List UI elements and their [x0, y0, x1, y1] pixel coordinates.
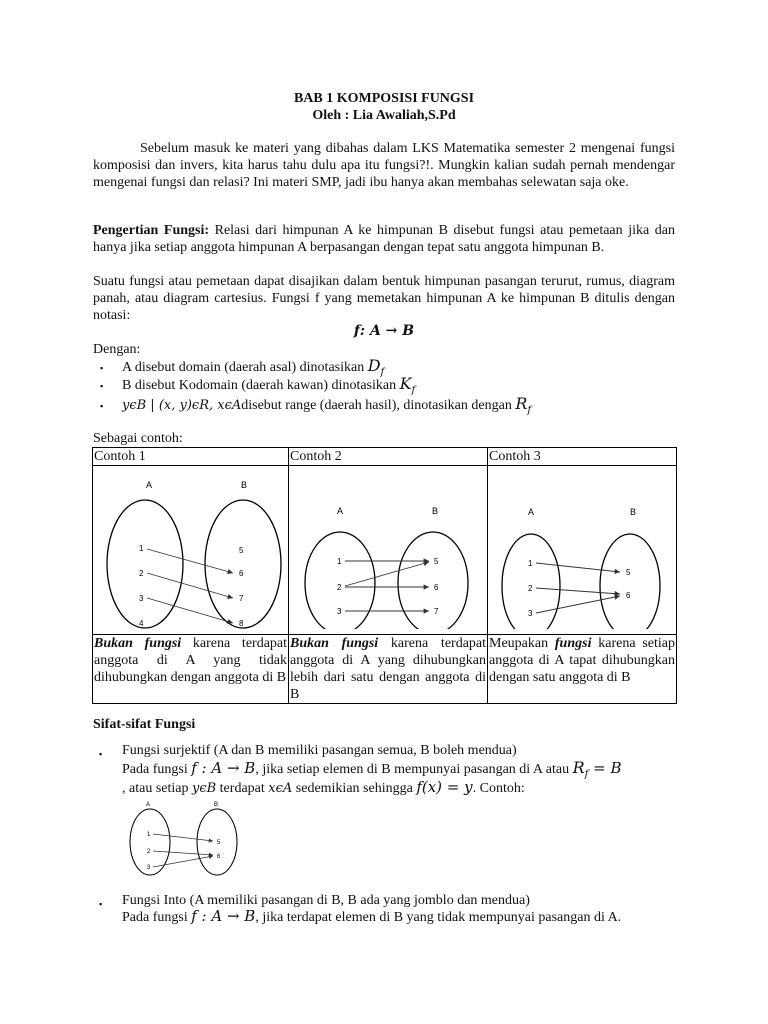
- bullet-domain: A disebut domain (daerah asal) dinotasikan $D_f$: [122, 356, 385, 378]
- mapping-arrow: [147, 598, 233, 623]
- element-a: 3: [147, 865, 151, 871]
- element-b: 6: [217, 854, 221, 860]
- element-b: 5: [239, 546, 244, 555]
- element-a: 3: [139, 594, 144, 603]
- element-a: 3: [337, 607, 342, 616]
- element-a: 1: [528, 559, 533, 568]
- element-b: 5: [626, 568, 631, 577]
- set-label-b: B: [432, 506, 439, 516]
- element-b: 8: [239, 619, 244, 628]
- element-a: 3: [528, 609, 533, 618]
- arrow-diagram-3: [488, 466, 675, 629]
- properties-heading: Sifat-sifat Fungsi: [93, 717, 196, 732]
- mapping-arrow: [147, 549, 233, 573]
- chapter-title: BAB 1 KOMPOSISI FUNGSI: [293, 91, 475, 106]
- arrow-diagram-2: [289, 466, 486, 629]
- bullet-marker: ▪: [99, 899, 103, 909]
- set-a-ellipse: [107, 500, 183, 628]
- set-label-b: B: [241, 480, 248, 490]
- table-header-row: [93, 448, 677, 466]
- definition-paragraph-2: Suatu fungsi atau pemetaan dapat disajikan dalam bentuk himpunan pasangan terurut, rumus, diagram panah, atau diagram cartesius. Fungsi f yang memetakan himpunan A ke himpunan B ditulis dengan notasi:: [93, 274, 675, 323]
- bullet-marker: ▪: [99, 749, 103, 759]
- definition-text: Relasi dari himpunan A ke himpunan B disebut fungsi atau pemetaan jika dan hanya jika setiap anggota himpunan A berpasangan dengan tepat satu anggota himpunan B.: [93, 223, 675, 255]
- element-b: 7: [434, 607, 439, 616]
- surjective-diagram: [122, 798, 252, 878]
- set-label-a: A: [146, 480, 153, 490]
- element-a: 4: [139, 619, 144, 628]
- with-label: Dengan:: [93, 342, 141, 357]
- element-a: 1: [337, 557, 342, 566]
- table-header-cell: Contoh 3: [488, 448, 677, 466]
- element-a: 1: [147, 832, 151, 838]
- intro-paragraph: Sebelum masuk ke materi yang dibahas dalam LKS Matematika semester 2 mengenai fungsi komposisi dan invers, kita harus tahu dulu apa itu fungsi?!. Mungkin kalian sudah pernah mendengar mengenai fungsi dan relasi? Ini materi SMP, jadi ibu hanya akan membahas selewatan saja oke.: [93, 141, 675, 190]
- bullet-marker: ▪: [100, 381, 104, 391]
- element-a: 2: [337, 583, 342, 592]
- definition-paragraph: [93, 222, 675, 256]
- set-b-ellipse: [205, 500, 281, 628]
- into-title: Fungsi Into (A memiliki pasangan di B, B ada yang jomblo dan mendua): [122, 893, 530, 908]
- element-a: 1: [139, 544, 144, 553]
- examples-intro: Sebagai contoh:: [93, 431, 183, 446]
- table-caption-row: [93, 635, 677, 704]
- mapping-arrow: [153, 856, 213, 867]
- caption-cell: Meupakan fungsi karena setiap anggota di A tapat dihubungkan dengan satu anggota di B: [488, 635, 677, 704]
- table-header-cell: Contoh 2: [289, 448, 488, 466]
- set-label-a: A: [528, 507, 535, 517]
- bullet-codomain: B disebut Kodomain (daerah kawan) dinotasikan $K_f$: [122, 374, 416, 396]
- table-diagram-row: [93, 466, 677, 635]
- mapping-arrow: [536, 588, 620, 594]
- examples-table: [92, 447, 677, 704]
- set-b-ellipse: [398, 532, 468, 629]
- surjective-line-1: Pada fungsi f : A → B, jika setiap elemen di B mempunyai pasangan di A atau $R_f = B$: [122, 758, 622, 780]
- element-b: 7: [239, 594, 244, 603]
- table-header-cell: Contoh 1: [93, 448, 289, 466]
- element-b: 6: [626, 591, 631, 600]
- bullet-marker: ▪: [100, 363, 104, 373]
- element-a: 2: [139, 569, 144, 578]
- set-label-a: A: [146, 802, 151, 808]
- surjective-line-2: , atau setiap yϵB terdapat xϵA sedemikian sehingga f(x) = y. Contoh:: [122, 778, 525, 796]
- mapping-arrow: [536, 596, 620, 613]
- arrow-diagram-1: [93, 466, 287, 629]
- definition-heading: Pengertian Fungsi:: [93, 223, 210, 238]
- mapping-arrow: [536, 563, 620, 572]
- element-b: 5: [217, 840, 221, 846]
- diagram-cell: [93, 466, 289, 635]
- element-b: 6: [434, 583, 439, 592]
- diagram-cell: [289, 466, 488, 635]
- mapping-arrow: [147, 573, 233, 598]
- mapping-arrow: [153, 834, 213, 841]
- bullet-marker: ▪: [100, 401, 104, 411]
- set-label-b: B: [630, 507, 637, 517]
- surjective-title: Fungsi surjektif (A dan B memiliki pasangan semua, B boleh mendua): [122, 743, 517, 758]
- element-a: 2: [147, 849, 151, 855]
- mapping-arrow: [345, 562, 429, 586]
- element-b: 6: [239, 569, 244, 578]
- set-b-ellipse: [600, 534, 660, 629]
- mapping-arrow: [153, 851, 213, 855]
- set-label-b: B: [214, 802, 219, 808]
- caption-cell: Bukan fungsi karena terdapat anggota di A yang tidak dihubungkan dengan anggota di B: [93, 635, 289, 704]
- into-line-1: Pada fungsi f : A → B, jika terdapat elemen di B yang tidak mempunyai pasangan di A.: [122, 907, 622, 925]
- element-b: 5: [434, 557, 439, 566]
- author-line: Oleh : Lia Awaliah,S.Pd: [312, 108, 456, 123]
- diagram-cell: [488, 466, 677, 635]
- set-label-a: A: [337, 506, 344, 516]
- bullet-range: yϵB | (x, y)ϵR, xϵAdisebut range (daerah hasil), dinotasikan dengan $R_f$: [122, 394, 532, 416]
- element-a: 2: [528, 584, 533, 593]
- function-notation: f: A → B: [353, 323, 415, 339]
- caption-cell: Bukan fungsi karena terdapat anggota di A yang dihubungkan lebih dari satu dengan anggota di B: [290, 636, 487, 702]
